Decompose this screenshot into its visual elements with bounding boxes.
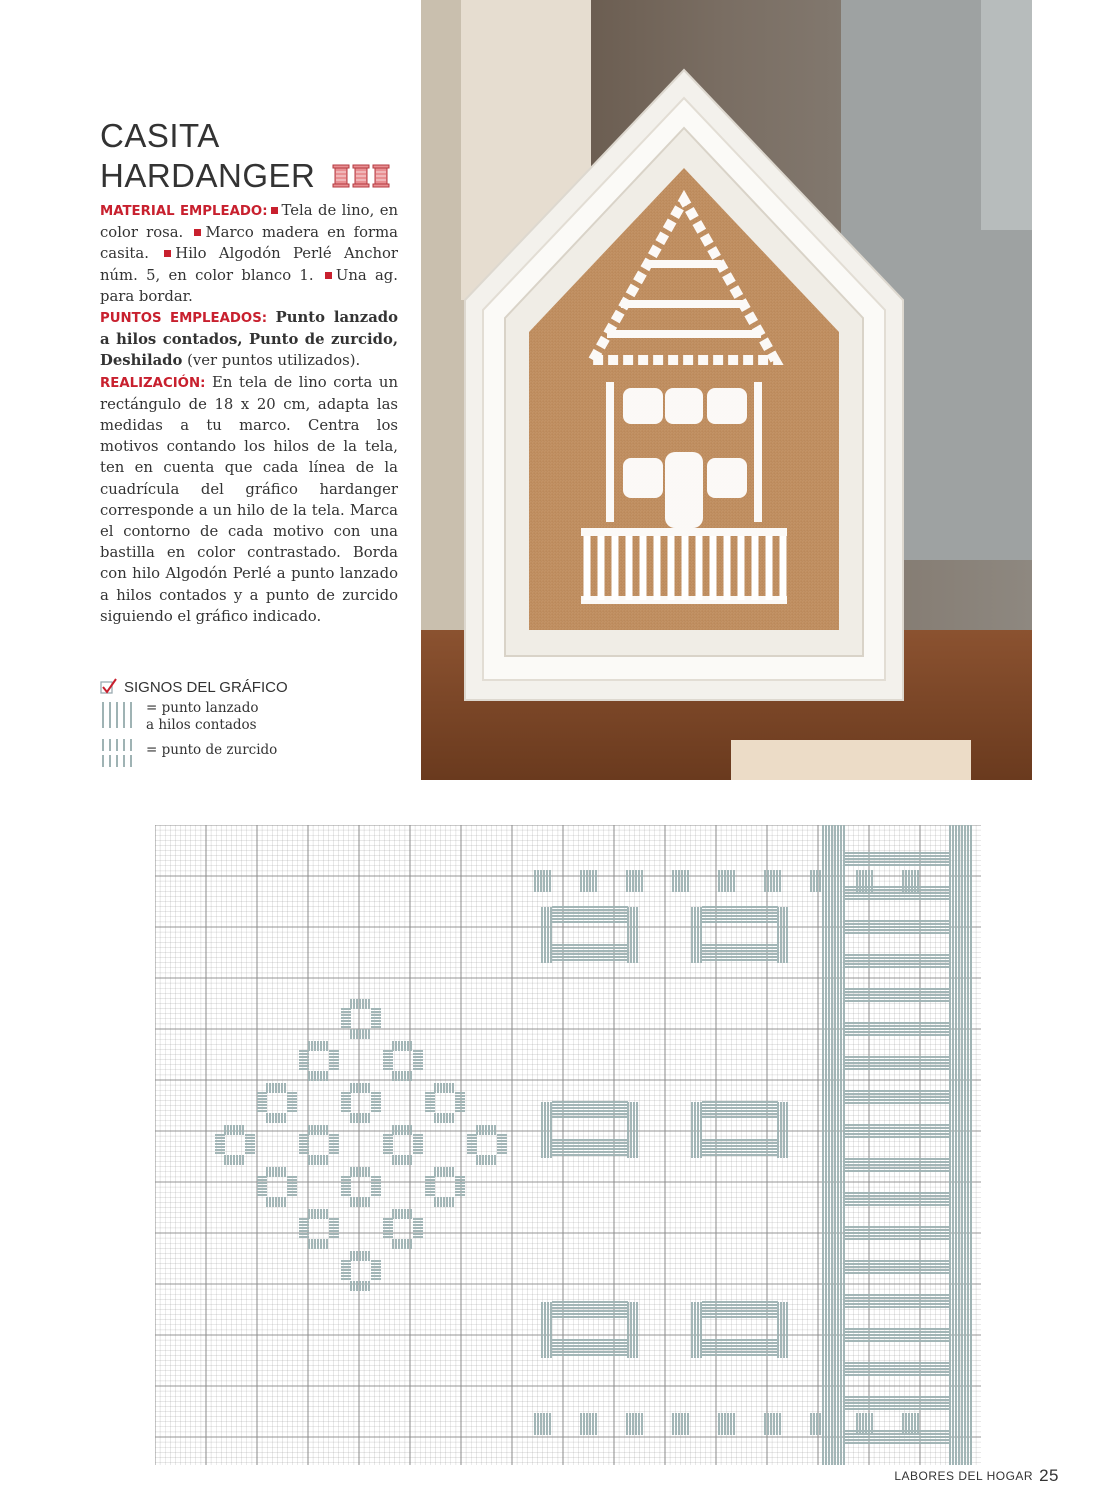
article-body [100,200,398,627]
checkmark-icon [100,678,118,696]
article-title [100,116,393,198]
legend-item-text: a hilos contados [146,717,257,733]
title-line-2: HARDANGER [100,157,316,194]
hardanger-chart [155,825,981,1465]
magazine-name: LABORES DEL HOGAR [894,1469,1034,1483]
darning-stitch-symbol-icon [100,738,138,768]
material-item: Hilo Algodón Perlé Anchor núm. 5, en color blanco 1. [100,245,398,284]
material-label: MATERIAL EMPLEADO: [100,204,268,219]
procedure-label: REALIZACIÓN: [100,375,206,391]
satin-stitch-symbol-icon [100,700,138,730]
thread-spools-icon [331,158,393,198]
material-item: Marco madera en forma casita. [100,224,398,263]
materials-paragraph [100,200,398,307]
legend-item-text: = punto lanzado [146,700,259,716]
legend-heading [100,678,420,696]
legend-item-text: = punto de zurcido [146,742,278,758]
bullet-square-icon [194,229,201,236]
material-item: Una ag. para bordar. [100,266,398,305]
page-footer [894,1466,1059,1486]
bullet-square-icon [325,272,332,279]
procedure-text: En tela de lino corta un rectángulo de 18 x 20 cm, adapta las medidas a tu marco. Centra los motivos contando los hilos de la tela, ten en cuenta que cada línea de la cuadrícula del gráfico hardanger corresponde a un hilo de la tela. Marca el contorno de cada motivo con una bastilla en color contrastado. Borda con hilo Algodón Perlé a punto lanzado a hilos contados y a punto de zurcido siguiendo el gráfico indicado. [100,373,398,625]
procedure-paragraph [100,372,398,627]
material-item: Tela de lino, en color rosa. [100,202,398,242]
legend-item-lanzado [100,700,420,734]
legend-item-zurcido [100,738,420,768]
legend-heading-text: SIGNOS DEL GRÁFICO [124,678,288,696]
bullet-square-icon [271,207,278,214]
page-number: 25 [1039,1466,1059,1485]
points-paragraph [100,307,398,372]
chart-legend [100,678,420,768]
title-line-1: CASITA [100,117,220,154]
points-list: Punto lanzado a hilos contados, Punto de zurcido, Deshilado [100,309,398,370]
points-label: PUNTOS EMPLEADOS: [100,311,268,327]
points-note: (ver puntos utilizados). [187,352,361,370]
product-photo [421,0,1032,780]
bullet-square-icon [164,250,171,257]
